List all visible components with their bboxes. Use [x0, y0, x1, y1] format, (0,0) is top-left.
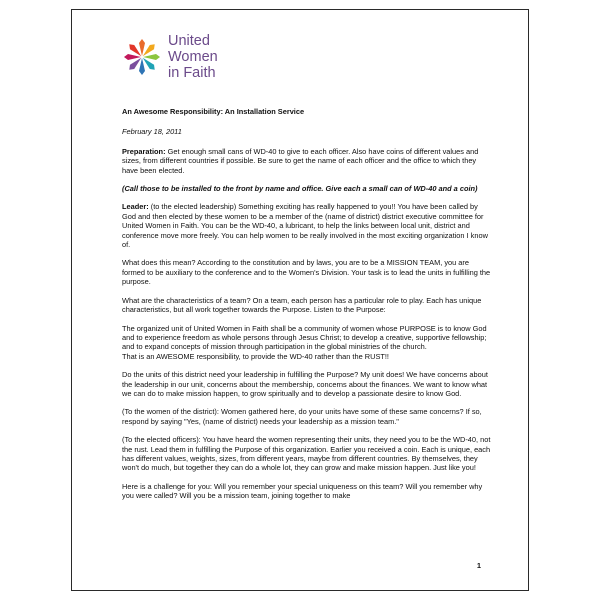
leader-text: (to the elected leadership) Something exciting has really happened to you!! You have been called by God and then elected by these women to be a member of the (name of district) district executive committee for United Women in Faith. You can be the WD-40, a lubricant, to help the links between local unit, district and conference move more freely. You can help women to be really involved in the most exciting organization I know of. [122, 202, 488, 250]
leader-paragraph [122, 202, 492, 249]
challenge-paragraph: Here is a challenge for you: Will you remember your special uniqueness on this team? Will you remember why you were called? Will you be a mission team, joining together to make [122, 481, 483, 501]
officers-paragraph: (To the elected officers): You have heard the women representing their units, they need you to be the WD-40, not the rust. Lead them in fulfilling the Purpose of this organization. Earlier you received a coin. Each is unique, each has different values, weights, sizes, from different years, maybe from different countries. By themselves, they won't do much, but together they can do a whole lot, they can grow and make mission happen. Just like you! [122, 435, 491, 473]
preparation-label: Preparation: [122, 146, 166, 156]
logo-petal [124, 54, 141, 60]
leader-label: Leader: [122, 202, 149, 212]
logo-line-2: Women [168, 49, 218, 65]
logo-line-1: United [168, 33, 210, 49]
page-number: 1 [476, 561, 481, 570]
document-title: An Awesome Responsibility: An Installation Service [122, 107, 305, 116]
document-page [71, 9, 529, 591]
installation-instruction: (Call those to be installed to the front by name and office. Give each a small can of WD-40 and a coin) [122, 184, 478, 194]
preparation-text: Get enough small cans of WD-40 to give to each officer. Also have coins of different values and sizes, from different countries if possible. Be sure to get the name of each officer and the office to which they have been elected. [122, 146, 479, 175]
united-women-in-faith-logo [122, 33, 322, 85]
logo-petal [143, 54, 160, 60]
purpose-text: The organized unit of United Women in Faith shall be a community of women whose PURPOSE is to know God and to experience freedom as whole persons through Jesus Christ; to develop a creative, supportive fellowship; and to expand concepts of mission through participation in the global ministries of the church. [122, 323, 487, 352]
meaning-paragraph: What does this mean? According to the constitution and by laws, you are to be a MISSION TEAM, you are formed to be auxiliary to the conference and to the Women's Division. Your task is to lead the units in fulfilling the purpose. [122, 258, 491, 287]
women-paragraph: (To the women of the district): Women gathered here, do your units have some of these same concerns? If so, respond by saying "Yes, (name of district) needs your leadership as a mission team." [122, 407, 482, 426]
units-paragraph: Do the units of this district need your leadership in fulfilling the Purpose? My unit does! We have concerns about the leadership in our unit, concerns about the membership, concerns about the finances. We want to know what we can do to make mission happen, to grow spiritually and to develop a passionate desire to know God. [122, 370, 488, 398]
team-paragraph: What are the characteristics of a team? On a team, each person has a particular role to play. Each has unique characteristics, but all work together towards the Purpose. Listen to the Purpose: [122, 295, 482, 315]
purpose-paragraph [122, 324, 492, 362]
flower-burst-logo-icon [122, 37, 162, 77]
logo-wordmark [168, 33, 218, 81]
document-date: February 18, 2011 [122, 127, 182, 137]
preparation-paragraph [122, 147, 492, 175]
logo-line-3: in Faith [168, 65, 216, 81]
logo-petal [139, 58, 145, 75]
document-body [122, 107, 492, 510]
logo-petal [139, 39, 145, 56]
purpose-responsibility: That is an AWESOME responsibility, to provide the WD-40 rather than the RUST!! [122, 351, 389, 361]
